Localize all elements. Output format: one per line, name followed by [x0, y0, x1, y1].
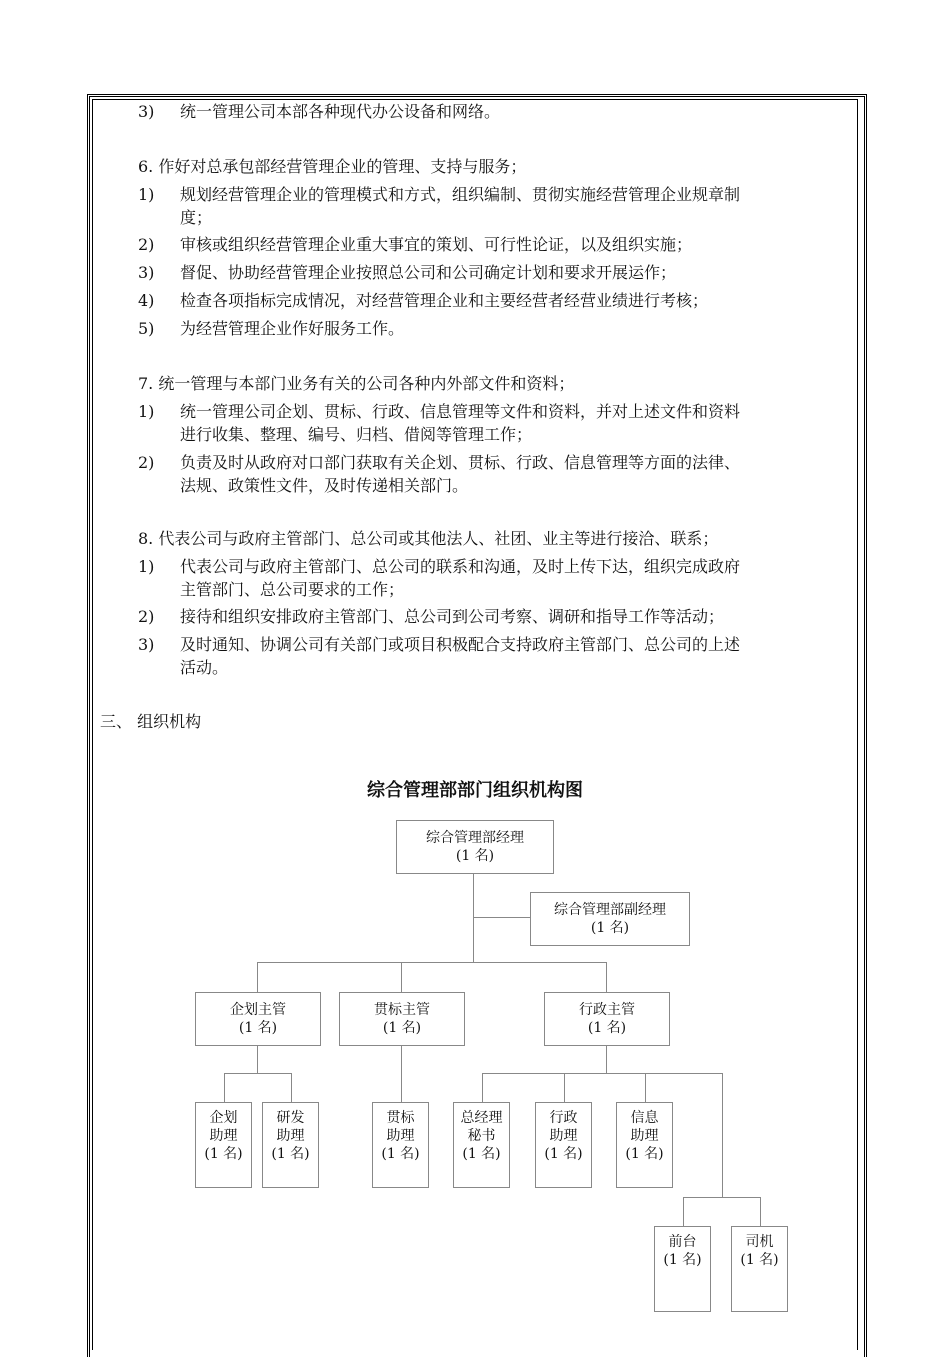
node-count: (1 名) [238, 1020, 278, 1036]
connector-line [257, 1044, 258, 1073]
item-text: 统一管理公司企划、贯标、行政、信息管理等文件和资料，并对上述文件和资料 [180, 402, 741, 421]
connector-line [564, 1073, 565, 1102]
node-count: (1 名) [663, 1252, 702, 1268]
item-number: 2) [138, 453, 155, 472]
org-node-driver [731, 1226, 788, 1312]
node-title: 行政主管 [579, 1002, 635, 1018]
item-number: 2) [138, 607, 155, 626]
org-node-guanbiao-assistant [372, 1102, 429, 1188]
org-node-guanbiao-supervisor [339, 992, 465, 1046]
section-heading: 7. 统一管理与本部门业务有关的公司各种内外部文件和资料； [138, 374, 575, 393]
item-number: 3) [138, 635, 155, 654]
connector-line [606, 962, 607, 992]
node-count: (1 名) [204, 1146, 243, 1162]
node-title: 企划主管 [230, 1002, 286, 1018]
node-title: 助理 [549, 1128, 578, 1144]
connector-line [401, 1044, 402, 1102]
node-title: 总经理 [460, 1110, 503, 1126]
connector-line [224, 1073, 225, 1102]
node-title: 助理 [276, 1128, 305, 1144]
connector-line [760, 1197, 761, 1226]
org-node-yanfa-assistant [262, 1102, 319, 1188]
node-title: 贯标 [386, 1110, 415, 1126]
node-title: 贯标主管 [374, 1002, 430, 1018]
connector-line [683, 1197, 684, 1226]
node-title: 助理 [209, 1128, 238, 1144]
node-count: (1 名) [625, 1146, 664, 1162]
org-node-deputy [530, 892, 690, 946]
connector-line [257, 962, 258, 992]
item-text: 接待和组织安排政府主管部门、总公司到公司考察、调研和指导工作等活动； [180, 607, 725, 626]
node-title: 行政 [549, 1110, 578, 1126]
item-text: 统一管理公司本部各种现代办公设备和网络。 [180, 102, 501, 121]
node-title: 企划 [209, 1110, 238, 1126]
item-number: 2) [138, 235, 155, 254]
section-title: 三、 组织机构 [100, 712, 202, 731]
org-node-qihua-assistant [195, 1102, 252, 1188]
node-title: 前台 [668, 1234, 697, 1250]
node-count: (1 名) [462, 1146, 501, 1162]
section-heading: 8. 代表公司与政府主管部门、总公司或其他法人、社团、业主等进行接洽、联系； [138, 529, 719, 548]
connector-line [482, 1073, 483, 1102]
org-node-qihua-supervisor [195, 992, 321, 1046]
node-count: (1 名) [382, 1020, 422, 1036]
connector-line [482, 1073, 722, 1074]
node-count: (1 名) [455, 848, 495, 864]
org-node-manager [396, 820, 554, 874]
org-node-reception [654, 1226, 711, 1312]
item-text-cont: 主管部门、总公司要求的工作； [180, 580, 405, 599]
node-count: (1 名) [587, 1020, 627, 1036]
node-title: 信息 [630, 1110, 659, 1126]
node-title: 研发 [276, 1110, 305, 1126]
item-number: 3) [138, 102, 155, 121]
node-count: (1 名) [271, 1146, 310, 1162]
item-text-cont: 进行收集、整理、编号、归档、借阅等管理工作； [180, 425, 533, 444]
item-number: 1) [138, 185, 155, 204]
item-text: 督促、协助经营管理企业按照总公司和公司确定计划和要求开展运作； [180, 263, 677, 282]
node-count: (1 名) [544, 1146, 583, 1162]
node-title: 司机 [745, 1234, 774, 1250]
connector-line [645, 1073, 646, 1102]
connector-line [722, 1073, 723, 1197]
item-number: 5) [138, 319, 155, 338]
org-node-xinxi-assistant [616, 1102, 673, 1188]
connector-line [606, 1044, 607, 1073]
item-text-cont: 法规、政策性文件，及时传递相关部门。 [180, 476, 469, 495]
connector-line [401, 962, 402, 992]
item-text: 负责及时从政府对口部门获取有关企划、贯标、行政、信息管理等方面的法律、 [180, 453, 741, 472]
connector-line [683, 1197, 760, 1198]
item-number: 1) [138, 402, 155, 421]
connector-line [473, 917, 530, 918]
node-count: (1 名) [740, 1252, 779, 1268]
item-text: 为经营管理企业作好服务工作。 [180, 319, 405, 338]
item-text: 检查各项指标完成情况，对经营管理企业和主要经营者经营业绩进行考核； [180, 291, 709, 310]
node-title: 助理 [630, 1128, 659, 1144]
item-text: 规划经营管理企业的管理模式和方式，组织编制、贯彻实施经营管理企业规章制 [180, 185, 741, 204]
item-number: 3) [138, 263, 155, 282]
item-number: 1) [138, 557, 155, 576]
connector-line [291, 1073, 292, 1102]
org-chart-title: 综合管理部部门组织机构图 [367, 780, 583, 801]
connector-line [224, 1073, 291, 1074]
item-number: 4) [138, 291, 155, 310]
node-title: 综合管理部副经理 [554, 902, 666, 918]
item-text-cont: 活动。 [180, 658, 229, 677]
org-node-xingzheng-assistant [535, 1102, 592, 1188]
item-text: 代表公司与政府主管部门、总公司的联系和沟通，及时上传下达，组织完成政府 [180, 557, 741, 576]
node-count: (1 名) [590, 920, 630, 936]
item-text: 及时通知、协调公司有关部门或项目积极配合支持政府主管部门、总公司的上述 [180, 635, 741, 654]
item-text-cont: 度； [180, 208, 213, 227]
org-node-xingzheng-supervisor [544, 992, 670, 1046]
node-title: 综合管理部经理 [426, 830, 524, 846]
connector-line [257, 962, 606, 963]
node-count: (1 名) [381, 1146, 420, 1162]
node-title: 秘书 [467, 1128, 496, 1144]
section-heading: 6. 作好对总承包部经营管理企业的管理、支持与服务； [138, 157, 527, 176]
node-title: 助理 [386, 1128, 415, 1144]
item-text: 审核或组织经营管理企业重大事宜的策划、可行性论证，以及组织实施； [180, 235, 693, 254]
org-node-gm-secretary [453, 1102, 510, 1188]
